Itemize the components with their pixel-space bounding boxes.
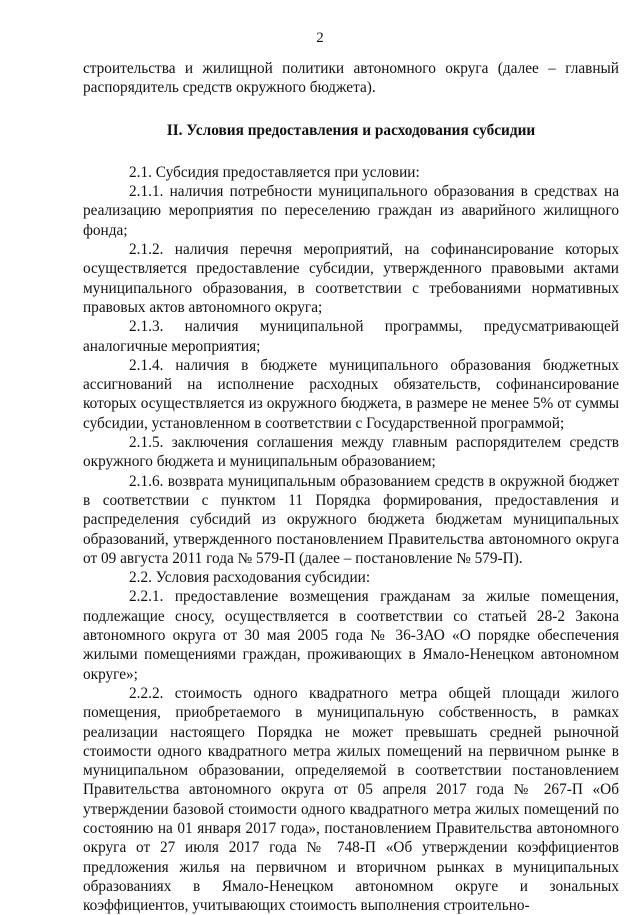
paragraph-2-1-6: 2.1.6. возврата муниципальным образованием средств в окружной бюджет в соответствии с пунктом 11 Порядка формирования, предоставления и распределения субсидий из окружного бюджета бюджетам муниципальных образований, утвержденного постановлением Правительства автономного округа от 09 августа 2011 года № 579-П (далее – постановление № 579-П). xyxy=(83,472,619,567)
paragraph-2-2-1: 2.2.1. предоставление возмещения гражданам за жилые помещения, подлежащие сносу, осуществляется в соответствии со статьей 28-2 Закона автономного округа от 30 мая 2005 года № 36-ЗАО «О порядке обеспечения жилыми помещениями граждан, проживающих в Ямало-Ненецком автономном округе»; xyxy=(83,588,619,683)
document-body xyxy=(83,59,619,915)
paragraph-2-2-2: 2.2.2. стоимость одного квадратного метра общей площади жилого помещения, приобретаемого в муниципальную собственность, в рамках реализации настоящего Порядка не может превышать средней рыночной стоимости одного квадратного метра жилых помещений на первичном рынке в муниципальном образовании, определяемой в соответствии постановлением Правительства автономного округа от 05 апреля 2017 года № 267-П «Об утверждении базовой стоимости одного квадратного метра жилых помещений по состоянию на 01 января 2017 года», постановлением Правительства автономного округа от 27 июля 2017 года № 748-П «Об утверждении коэффициентов предложения жилья на первичном и вторичном рынках в муниципальных образованиях в Ямало-Ненецком автономном округе и зональных коэффициентов, учитывающих стоимость выполнения строительно- xyxy=(83,684,619,915)
paragraph-2-1: 2.1. Субсидия предоставляется при условии: xyxy=(129,163,420,181)
paragraph-2-2: 2.2. Условия расходования субсидии: xyxy=(129,569,371,587)
paragraph-2-1-3: 2.1.3. наличия муниципальной программы, предусматривающей аналогичные мероприятия; xyxy=(83,318,619,355)
paragraph-2-1-1: 2.1.1. наличия потребности муниципального образования в средствах на реализацию мероприятия по переселению граждан из аварийного жилищного фонда; xyxy=(83,183,619,239)
intro-paragraph: строительства и жилищной политики автономного округа (далее – главный распорядитель средств окружного бюджета). xyxy=(83,60,619,97)
paragraph-2-1-2: 2.1.2. наличия перечня мероприятий, на софинансирование которых осуществляется предоставление субсидии, утвержденного правовыми актами муниципального образования, в соответствии с требованиями нормативных правовых актов автономного округа; xyxy=(83,241,619,316)
page-number: 2 xyxy=(316,30,324,46)
paragraph-2-1-5: 2.1.5. заключения соглашения между главным распорядителем средств окружного бюджета и муниципальным образованием; xyxy=(83,434,619,471)
paragraph-2-1-4: 2.1.4. наличия в бюджете муниципального образования бюджетных ассигнований на исполнение расходных обязательств, софинансирование которых осуществляется из окружного бюджета, в размере не менее 5% от суммы субсидии, установленном в соответствии с Государственной программой; xyxy=(83,356,619,432)
section-heading: II. Условия предоставления и расходования субсидии xyxy=(166,121,536,139)
